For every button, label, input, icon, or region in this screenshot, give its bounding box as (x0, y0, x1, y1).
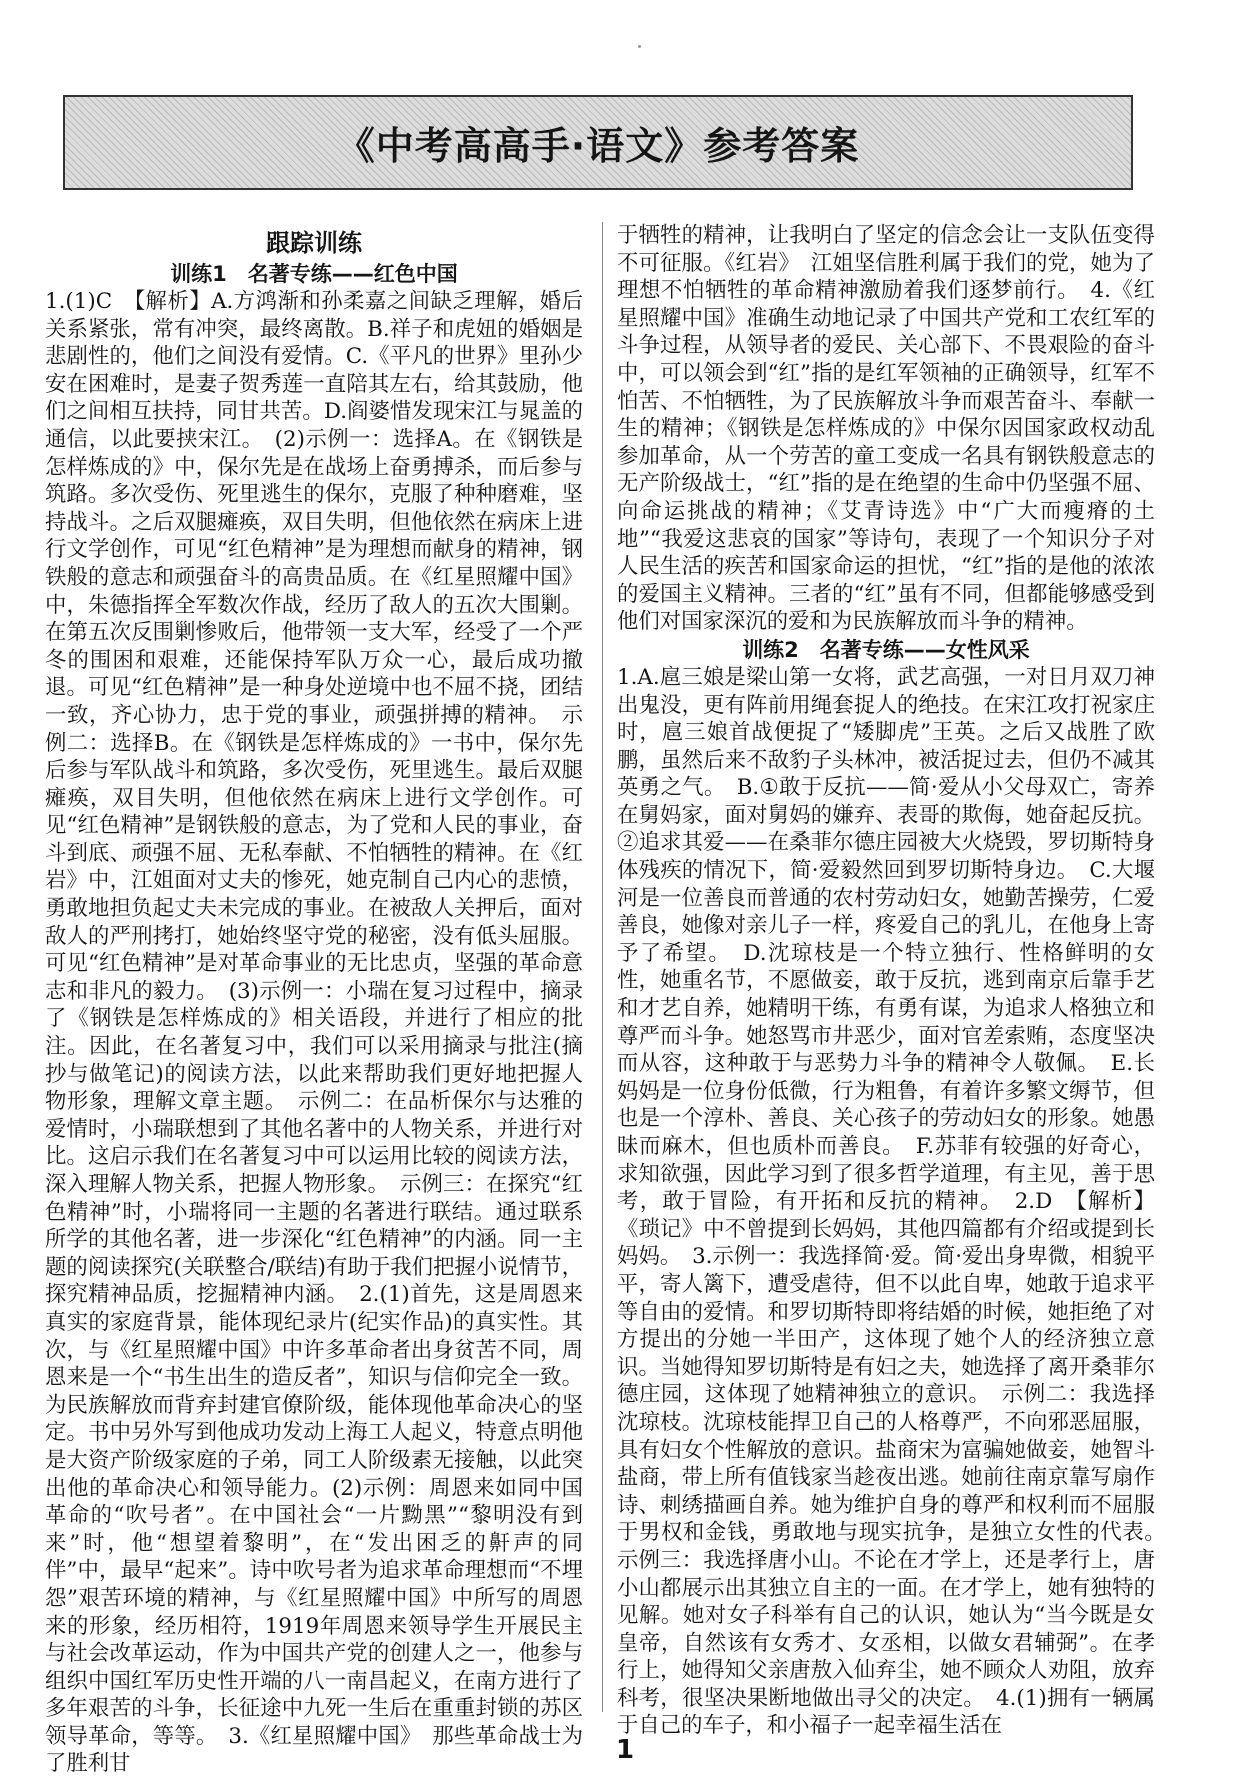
training-1-answers: 1.(1)C 【解析】A.方鸿渐和孙柔嘉之间缺乏理解，婚后关系紧张，常有冲突，最终离散。B.祥子和虎妞的婚姻是悲剧性的，他们之间没有爱情。C.《平凡的世界》里孙少安在困难时，是妻子贺秀莲一直陪其左右，给其鼓励，他们之间相互扶持，同甘共苦。D.阎婆惜发现宋江与晁盖的通信，以此要挟宋江。 (2)示例一：选择A。在《钢铁是怎样炼成的》中，保尔先是在战场上奋勇搏杀，而后参与筑路。多次受伤、死里逃生的保尔，克服了种种磨难，坚持战斗。之后双腿瘫痪，双目失明，但他依然在病床上进行文学创作，可见“红色精神”是为理想而献身的精神，钢铁般的意志和顽强奋斗的高贵品质。在《红星照耀中国》中，朱德指挥全军数次作战，经历了敌人的五次大围剿。在第五次反围剿惨败后，他带领一支大军，经受了一个严冬的围困和艰难，还能保持军队万众一心，最后成功撤退。可见“红色精神”是一种身处逆境中也不屈不挠，团结一致，齐心协力，忠于党的事业，顽强拼搏的精神。 示例二：选择B。在《钢铁是怎样炼成的》一书中，保尔先后参与军队战斗和筑路，多次受伤，死里逃生。最后双腿瘫痪，双目失明，但他依然在病床上进行文学创作。可见“红色精神”是钢铁般的意志，为了党和人民的事业，奋斗到底、顽强不屈、无私奉献、不怕牺牲的精神。在《红岩》中，江姐面对丈夫的惨死，她克制自己内心的悲愤，勇敢地担负起丈夫未完成的事业。在被敌人关押后，面对敌人的严刑拷打，她始终坚守党的秘密，没有低头屈服。可见“红色精神”是对革命事业的无比忠贞，坚强的革命意志和非凡的毅力。 (3)示例一：小瑞在复习过程中，摘录了《钢铁是怎样炼成的》相关语段，并进行了相应的批注。因此，在名著复习中，我们可以采用摘录与批注(摘抄与做笔记)的阅读方法，以此来帮助我们更好地把握人物形象，理解文章主题。 示例二：在品析保尔与达雅的爱情时，小瑞联想到了其他名著中的人物关系，并进行对比。这启示我们在名著复习中可以运用比较的阅读方法，深入理解人物关系，把握人物形象。 示例三：在探究“红色精神”时，小瑞将同一主题的名著进行联结。通过联系所学的其他名著，进一步深化“红色精神”的内涵。同一主题的阅读探究(关联整合/联结)有助于我们把握小说情节，探究精神品质，挖掘精神内涵。 2.(1)首先，这是周恩来真实的家庭背景，能体现纪录片(纪实作品)的真实性。其次，与《红星照耀中国》中许多革命者出身贫苦不同，周恩来是一个“书生出生的造反者”，知识与信仰完全一致。为民族解放而背弃封建官僚阶级，能体现他革命决心的坚定。书中另外写到他成功发动上海工人起义，特意点明他是大资产阶级家庭的子弟，同工人阶级素无接触，以此突出他的革命决心和领导能力。(2)示例：周恩来如同中国革命的“吹号者”。在中国社会“一片黝黑”“黎明没有到来”时，他“想望着黎明”，在“发出困乏的鼾声的同伴”中，最早“起来”。诗中吹号者为追求革命理想而“不埋怨”艰苦环境的精神，与《红星照耀中国》中所写的周恩来的形象，经历相符，1919年周恩来领导学生开展民主与社会改革运动，作为中国共产党的创建人之一，他参与组织中国红军历史性开端的八一南昌起义，在南方进行了多年艰苦的斗争，长征途中九死一生后在重重封锁的苏区领导革命，等等。 3.《红星照耀中国》 那些革命战士为了胜利甘 (45, 289, 583, 1777)
title-banner (63, 95, 1133, 190)
left-column (45, 228, 583, 1778)
training-1-answers-continued: 于牺牲的精神，让我明白了坚定的信念会让一支队伍变得不可征服。《红岩》 江姐坚信胜利属于我们的党，她为了理想不怕牺牲的革命精神激励着我们逐梦前行。 4.《红星照耀中国》准确生动地记录了中国共产党和工农红军的斗争过程，从领导者的爱民、关心部下、不畏艰险的奋斗中，可以领会到“红”指的是红军领袖的正确领导，红军不怕苦、不怕牺牲，为了民族解放斗争而艰苦奋斗、奉献一生的精神；《钢铁是怎样炼成的》中保尔因国家政权动乱参加革命，从一个劳苦的童工变成一名具有钢铁般意志的无产阶级战士，“红”指的是在绝望的生命中仍坚强不屈、向命运挑战的精神；《艾青诗选》中“广大而瘦瘠的土地”“我爱这悲哀的国家”等诗句，表现了一个知识分子对人民生活的疾苦和国家命运的担忧，“红”指的是他的浓浓的爱国主义精神。三者的“红”虽有不同，但都能够感受到他们对国家深沉的爱和为民族解放而斗争的精神。 (617, 223, 1155, 635)
scan-speck (638, 45, 641, 48)
right-column (617, 222, 1177, 1740)
training-2-answers: 1.A.扈三娘是梁山第一女将，武艺高强，一对日月双刀神出鬼没，更有阵前用绳套捉人的绝技。在宋江攻打祝家庄时，扈三娘首战便捉了“矮脚虎”王英。之后又战胜了欧鹏，虽然后来不敌豹子头林冲，被活捉过去，但仍不减其英勇之气。 B.①敢于反抗——简·爱从小父母双亡，寄养在舅妈家，面对舅妈的嫌弃、表哥的欺侮，她奋起反抗。②追求其爱——在桑菲尔德庄园被大火烧毁，罗切斯特身体残疾的情况下，简·爱毅然回到罗切斯特身边。 C.大堰河是一位善良而普通的农村劳动妇女，她勤苦操劳，仁爱善良，她像对亲儿子一样，疼爱自己的乳儿，在他身上寄予了希望。 D.沈琼枝是一个特立独行、性格鲜明的女性，她重名节，不愿做妾，敢于反抗，逃到南京后靠手艺和才艺自养，她精明干练，有勇有谋，为追求人格独立和尊严而斗争。她怒骂市井恶少，面对官差索贿，态度坚决而从容，这种敢于与恶势力斗争的精神令人敬佩。 E.长妈妈是一位身份低微，行为粗鲁，有着许多繁文缛节，但也是一个淳朴、善良、关心孩子的劳动妇女的形象。她愚昧而麻木，但也质朴而善良。 F.苏菲有较强的好奇心，求知欲强，因此学习到了很多哲学道理，有主见，善于思考，敢于冒险，有开拓和反抗的精神。 2.D 【解析】《琐记》中不曾提到长妈妈，其他四篇都有介绍或提到长妈妈。 3.示例一：我选择简·爱。简·爱出身卑微，相貌平平，寄人篱下，遭受虐待，但不以此自卑，她敢于追求平等自由的爱情。和罗切斯特即将结婚的时候，她拒绝了对方提出的分她一半田产，这体现了她个人的经济独立意识。当她得知罗切斯特是有妇之夫，她选择了离开桑菲尔德庄园，这体现了她精神独立的意识。 示例二：我选择沈琼枝。沈琼枝能捍卫自己的人格尊严，不向邪恶屈服，具有妇女个性解放的意识。盐商宋为富骗她做妾，她智斗盐商，带上所有值钱家当趁夜出逃。她前往南京靠写扇作诗、刺绣描画自养。她为维护自身的尊严和权利而不屈服于男权和金钱，勇敢地与现实抗争，是独立女性的代表。 示例三：我选择唐小山。不论在才学上，还是孝行上，唐小山都展示出其独立自主的一面。在才学上，她有独特的见解。她对女子科举有自己的认识，她认为“当今既是女皇帝，自然该有女秀才、女丞相，以做女君辅弼”。在孝行上，她得知父亲唐敖入仙弃尘，她不顾众人劝阻，放弃科考，很坚决果断地做出寻父的决定。 4.(1)拥有一辆属于自己的车子，和小福子一起幸福生活在 (617, 664, 1177, 1739)
section-title: 跟踪训练 (266, 229, 362, 257)
page-title: 《中考高高手·语文》参考答案 (336, 124, 860, 168)
training-2-heading: 训练2 名著专练——女性风采 (742, 637, 1030, 662)
column-divider (602, 222, 603, 1712)
page-number: 1 (615, 1735, 635, 1765)
training-1-heading: 训练1 名著专练——红色中国 (170, 262, 458, 286)
